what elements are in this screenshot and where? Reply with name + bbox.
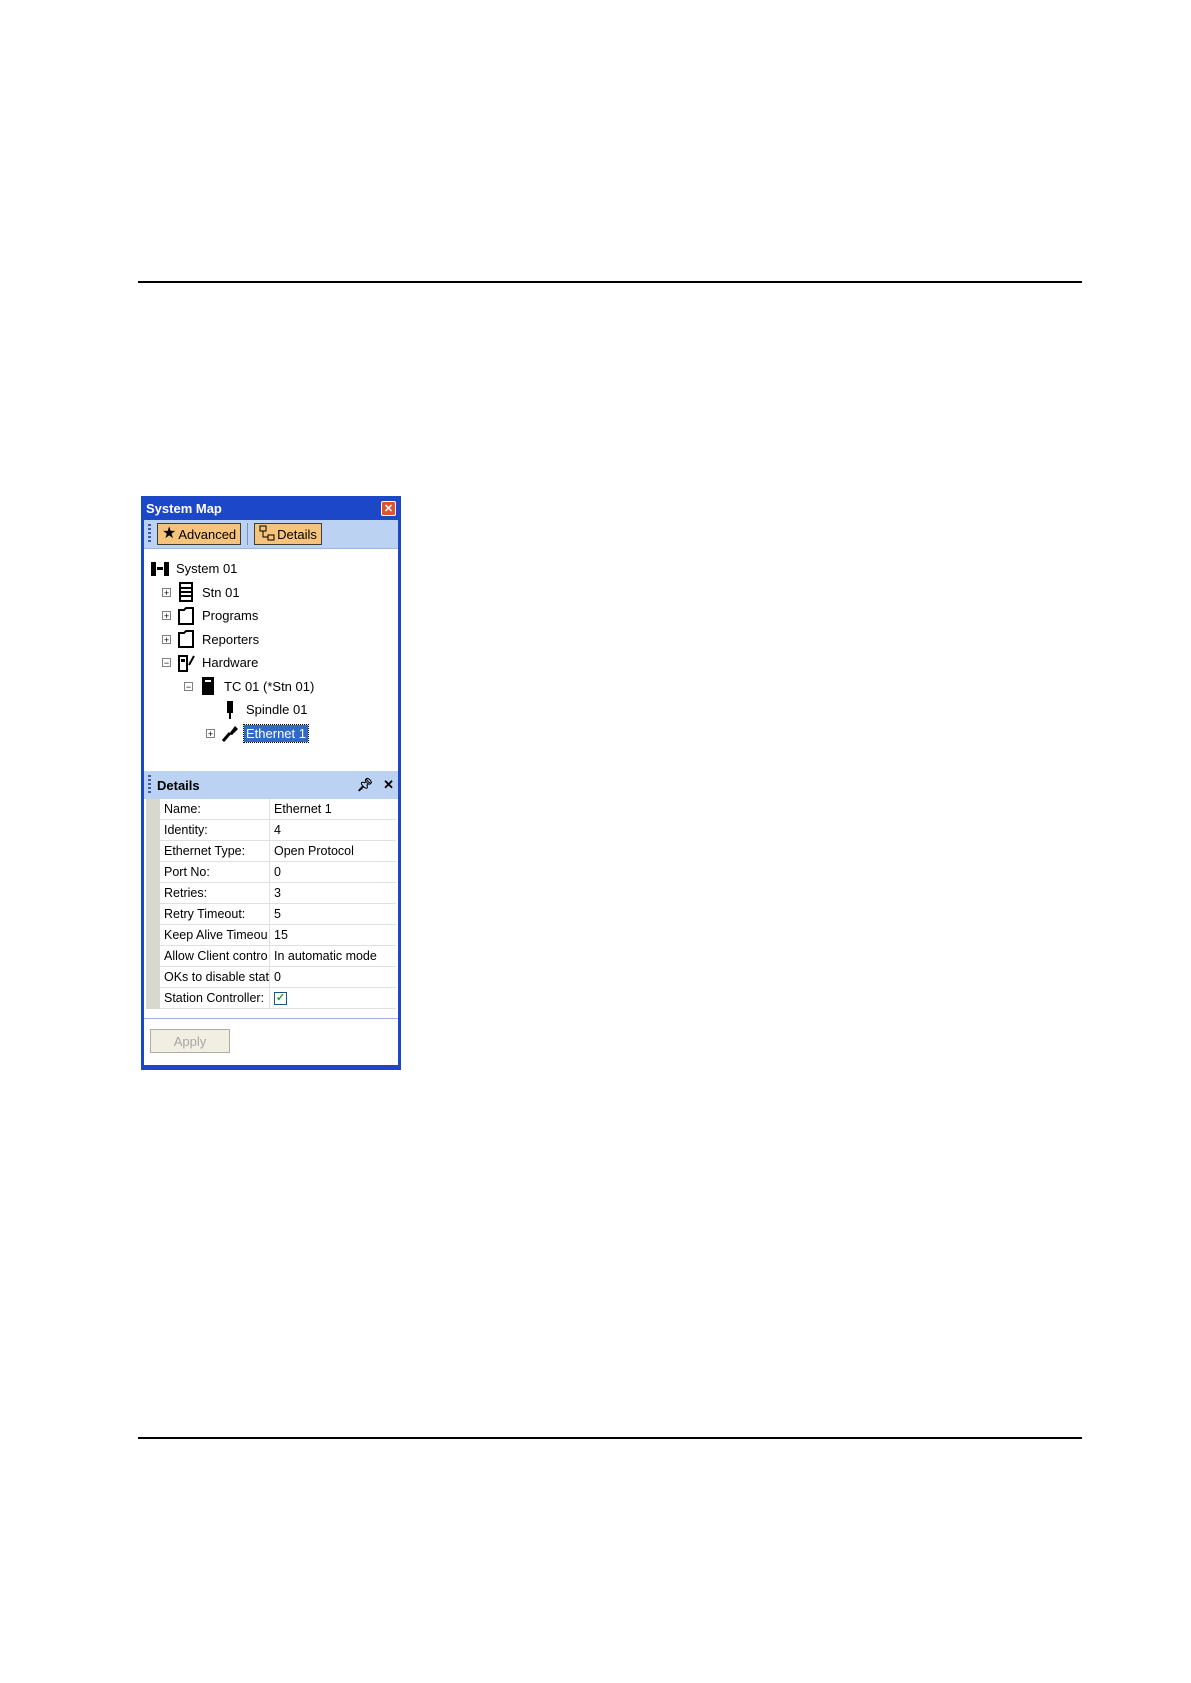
tree-node-label: Programs (202, 608, 259, 624)
property-row[interactable] (160, 988, 396, 1009)
ethernet-icon (220, 723, 240, 743)
expand-icon[interactable]: + (163, 611, 170, 622)
property-name: Ethernet Type: (160, 841, 270, 861)
tree-node-stn[interactable] (150, 581, 398, 605)
details-footer (144, 1018, 398, 1065)
system-icon (150, 559, 170, 579)
tree-node-label: Spindle 01 (246, 702, 308, 718)
pin-icon[interactable]: 📌︎ (356, 777, 374, 792)
apply-button[interactable]: Apply (150, 1029, 230, 1053)
collapse-icon[interactable]: − (185, 681, 192, 692)
spindle-icon (220, 700, 240, 720)
tree-node-label: TC 01 (*Stn 01) (224, 678, 315, 694)
property-row[interactable] (160, 967, 396, 988)
property-value[interactable]: 4 (274, 823, 281, 837)
property-row[interactable] (160, 883, 396, 904)
property-row[interactable] (160, 841, 396, 862)
system-tree (144, 549, 398, 763)
checkmark-icon: ✓ (275, 991, 286, 1004)
property-value[interactable]: Ethernet 1 (274, 802, 332, 816)
advanced-button[interactable] (157, 523, 241, 545)
tree-node-label: System 01 (176, 561, 238, 577)
property-name: Name: (160, 799, 270, 819)
property-name: Retries: (160, 883, 270, 903)
tree-node-reporters[interactable] (150, 628, 398, 652)
property-row[interactable] (160, 904, 396, 925)
property-row[interactable] (160, 820, 396, 841)
property-value[interactable]: 0 (274, 865, 281, 879)
property-name: OKs to disable stat (160, 967, 270, 987)
tree-node-programs[interactable] (150, 604, 398, 628)
tree-node-ethernet[interactable] (150, 722, 398, 746)
toolbar-separator (247, 523, 248, 545)
toolbar-grip[interactable] (148, 524, 151, 544)
top-divider (138, 281, 1082, 283)
property-name: Port No: (160, 862, 270, 882)
details-label: Details (277, 526, 317, 542)
hardware-icon (176, 653, 196, 673)
details-tree-icon (259, 525, 275, 544)
property-name: Identity: (160, 820, 270, 840)
property-value[interactable]: In automatic mode (274, 949, 377, 963)
folder-icon (176, 606, 196, 626)
controller-icon (198, 676, 218, 696)
property-value[interactable]: 0 (274, 970, 281, 984)
advanced-label: Advanced (178, 526, 237, 542)
property-name: Allow Client contro (160, 946, 270, 966)
toolbar (144, 520, 398, 549)
property-name: Keep Alive Timeou (160, 925, 270, 945)
tree-node-spindle[interactable] (150, 698, 398, 722)
folder-icon (176, 629, 196, 649)
property-row[interactable] (160, 862, 396, 883)
station-icon (176, 582, 196, 602)
details-title: Details (157, 777, 200, 793)
property-value (270, 992, 287, 1005)
tree-node-label: Reporters (202, 631, 260, 647)
tree-node-label: Stn 01 (202, 584, 240, 600)
expand-icon[interactable]: + (163, 634, 170, 645)
details-grip[interactable] (148, 775, 151, 795)
window-title: System Map (146, 500, 222, 516)
window-content (144, 520, 398, 1065)
details-button[interactable] (254, 523, 322, 545)
system-map-window (141, 496, 401, 1070)
tree-node-system[interactable] (150, 557, 398, 581)
tree-node-label-selected: Ethernet 1 (246, 725, 306, 741)
property-row[interactable] (160, 799, 396, 820)
title-bar (144, 499, 398, 517)
property-value[interactable]: 3 (274, 886, 281, 900)
tree-node-hardware[interactable] (150, 651, 398, 675)
bottom-divider (138, 1437, 1082, 1439)
tree-node-label: Hardware (202, 655, 259, 671)
expand-icon[interactable]: + (207, 728, 214, 739)
window-close-button[interactable]: ✕ (381, 501, 396, 516)
property-value[interactable]: Open Protocol (274, 844, 354, 858)
tree-node-tc[interactable] (150, 675, 398, 699)
property-grid (146, 799, 396, 1009)
station-controller-checkbox[interactable] (274, 992, 287, 1005)
details-panel-header (144, 771, 398, 799)
property-value[interactable]: 5 (274, 907, 281, 921)
property-row[interactable] (160, 946, 396, 967)
property-row[interactable] (160, 925, 396, 946)
close-icon[interactable]: ✕ (383, 777, 394, 792)
property-value[interactable]: 15 (274, 928, 288, 942)
property-name: Retry Timeout: (160, 904, 270, 924)
property-name: Station Controller: (160, 988, 270, 1008)
star-icon: ★ (162, 525, 177, 542)
expand-icon[interactable]: + (163, 587, 170, 598)
collapse-icon[interactable]: − (163, 658, 170, 669)
